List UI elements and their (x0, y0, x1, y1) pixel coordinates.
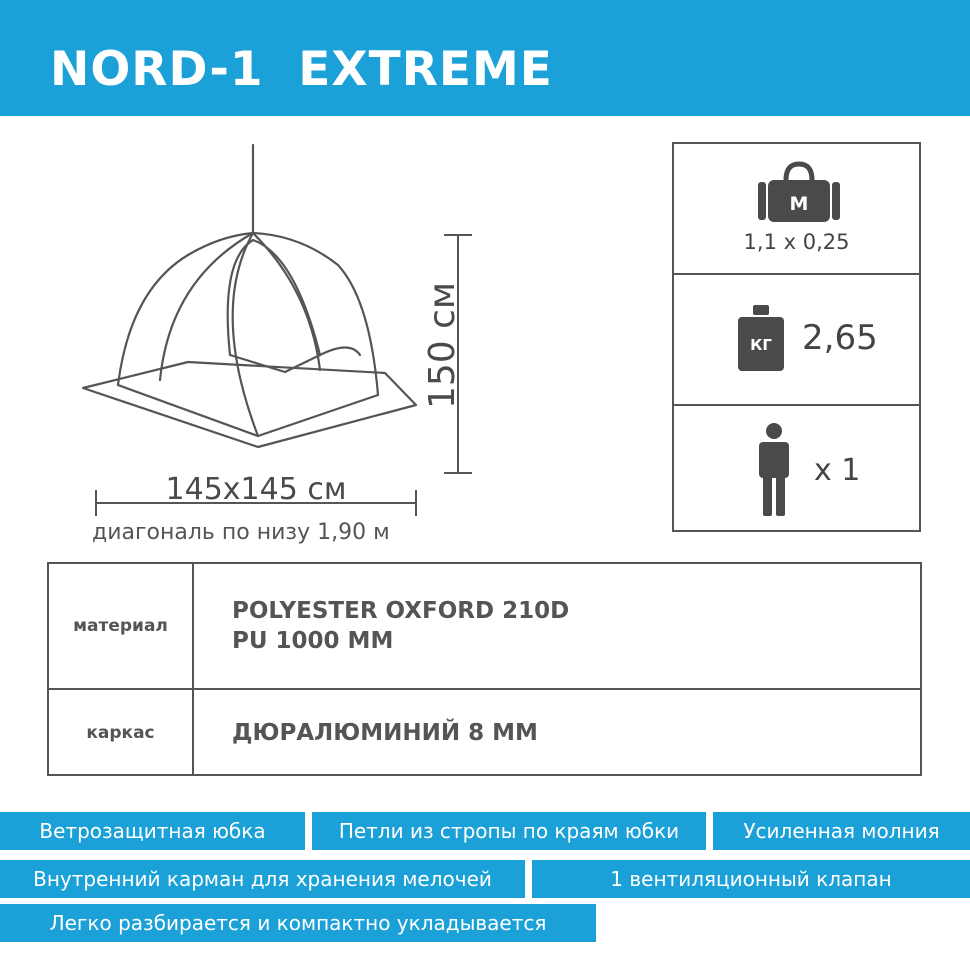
feature-badge: Петли из стропы по краям юбки (312, 812, 706, 850)
spec-value-cell (194, 690, 920, 776)
feature-badge: Ветрозащитная юбка (0, 812, 305, 850)
height-label-wrap (408, 265, 478, 425)
spec-row-material (49, 564, 920, 690)
feature-badge: Внутренний карман для хранения мелочей (0, 860, 525, 898)
capacity-cell (674, 406, 919, 530)
width-label: 145x145 см (165, 472, 347, 507)
specs-table (47, 562, 922, 776)
spec-label-material: материал (73, 616, 168, 636)
weight-value: 2,65 (802, 318, 878, 358)
spec-label-frame: каркас (86, 723, 155, 743)
header-banner (0, 0, 970, 116)
product-title: NORD-1 EXTREME (50, 42, 553, 97)
person-icon (756, 422, 792, 518)
pack-size-cell (674, 144, 919, 275)
spec-label-cell (49, 690, 194, 776)
bag-size-label: M (789, 193, 809, 215)
info-panel (672, 142, 921, 532)
bag-icon (754, 158, 844, 228)
diagonal-label: диагональ по низу 1,90 м (92, 520, 390, 545)
weight-icon (736, 303, 786, 373)
spec-row-frame (49, 690, 920, 776)
spec-value-cell (194, 564, 920, 688)
feature-badge: 1 вентиляционный клапан (532, 860, 970, 898)
spec-value-frame: ДЮРАЛЮМИНИЙ 8 ММ (232, 720, 538, 746)
height-label: 150 см (422, 281, 464, 409)
pack-size-value: 1,1 x 0,25 (743, 230, 850, 254)
weight-cell (674, 275, 919, 406)
spec-value-material-1: POLYESTER OXFORD 210D (232, 598, 570, 624)
spec-label-cell (49, 564, 194, 688)
spec-value-material-2: PU 1000 MM (232, 628, 394, 654)
persons-value: x 1 (814, 453, 861, 488)
feature-badge: Легко разбирается и компактно укладывается (0, 904, 596, 942)
feature-badge: Усиленная молния (713, 812, 970, 850)
weight-unit: КГ (750, 336, 772, 354)
